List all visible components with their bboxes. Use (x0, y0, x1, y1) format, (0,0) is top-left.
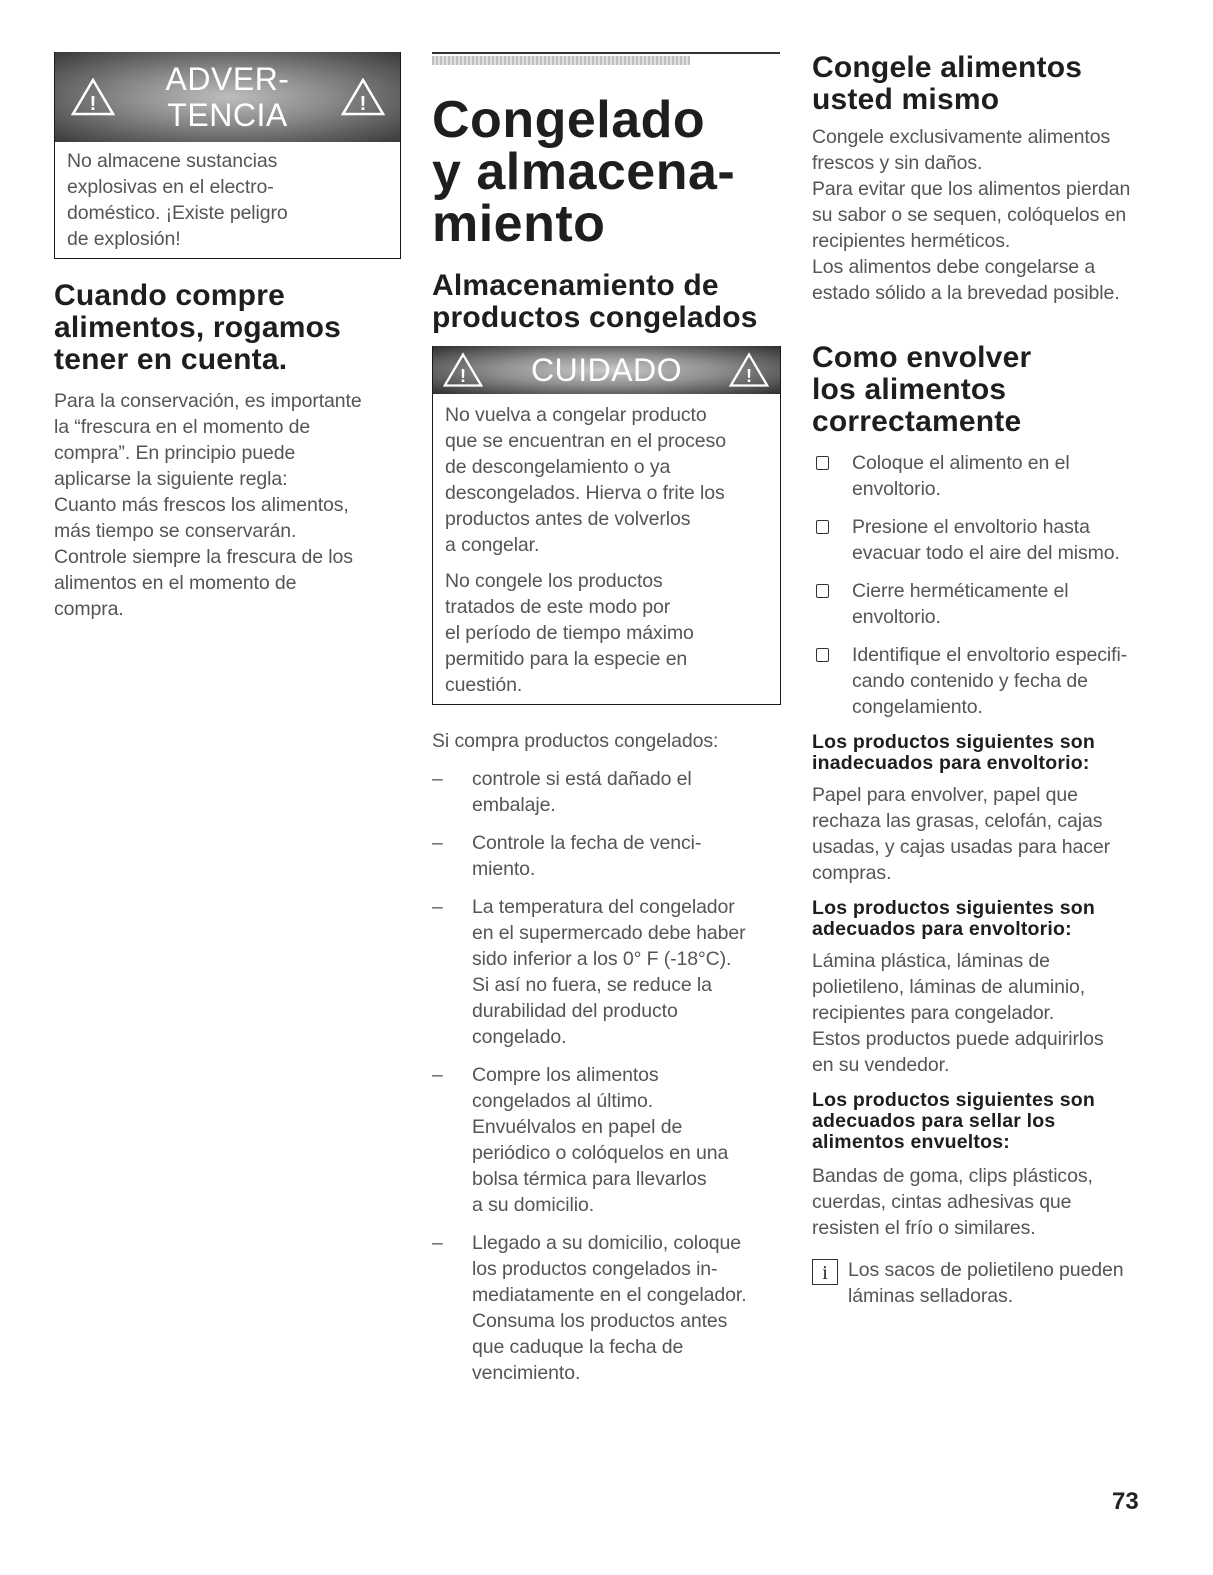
warning-line: explosivas en el electro- (67, 176, 274, 198)
chapter-rule (432, 52, 780, 54)
svg-text:!: ! (459, 365, 467, 386)
item-line: durabilidad del producto (472, 1000, 678, 1022)
heading-line: Congele alimentos (812, 51, 1083, 84)
warning-line: No almacene sustancias (67, 150, 278, 172)
caution-line: permitido para la especie en (445, 648, 688, 670)
text-line: Los alimentos debe congelarse a (812, 256, 1096, 278)
caution-title: CUIDADO (530, 352, 683, 388)
item-line: vencimiento. (472, 1362, 581, 1384)
item-line: miento. (472, 858, 536, 880)
item-line: Coloque el alimento en el (852, 452, 1070, 474)
text-line: Controle siempre la frescura de los (54, 546, 353, 568)
suitable-text (812, 948, 1164, 1078)
checkbox-icon (816, 648, 829, 662)
text-line: Cuanto más frescos los alimentos, (54, 494, 349, 516)
item-line: en el supermercado debe haber (472, 922, 746, 944)
freeze-yourself-heading (812, 52, 1164, 116)
unsuitable-text (812, 782, 1164, 886)
warning-text (55, 142, 400, 258)
frozen-purchase-intro: Si compra productos congelados: (432, 730, 719, 752)
caution-line: a congelar. (445, 534, 540, 556)
item-line: – Llegado a su domicilio, coloque (472, 1232, 741, 1254)
item-line: embalaje. (472, 794, 556, 816)
text-line: recipientes herméticos. (812, 230, 1011, 252)
item-line: periódico o colóquelos en una (472, 1142, 729, 1164)
info-icon: i (812, 1259, 838, 1285)
list-item (812, 578, 1164, 630)
wrapping-steps (812, 450, 1164, 720)
title-line: y almacena- (432, 143, 736, 201)
heading-line: alimentos, rogamos (54, 311, 342, 344)
item-line: que caduque la fecha de (472, 1336, 684, 1358)
item-line: – Controle la fecha de venci- (472, 832, 702, 854)
shopping-heading (54, 280, 400, 376)
list-item (812, 514, 1164, 566)
text-line: en su vendedor. (812, 1054, 950, 1076)
text-line: Para evitar que los alimentos pierdan (812, 178, 1131, 200)
page-title (432, 91, 780, 253)
sealing-text (812, 1163, 1164, 1241)
heading-line: Los productos siguientes son (812, 731, 1095, 753)
heading-line: Los productos siguientes son (812, 897, 1095, 919)
caution-line: cuestión. (445, 674, 523, 696)
text-line: la “frescura en el momento de (54, 416, 311, 438)
info-note (812, 1257, 1164, 1309)
text-line: cuerdas, cintas adhesivas que (812, 1191, 1072, 1213)
text-line: Bandas de goma, clips plásticos, (812, 1165, 1093, 1187)
sealing-heading (812, 1090, 1164, 1153)
heading-line: Como envolver (812, 341, 1032, 374)
frozen-purchase-section (432, 728, 780, 1398)
heading-line: adecuados para envoltorio: (812, 918, 1072, 940)
list-item (432, 1062, 780, 1218)
warning-header (55, 52, 400, 142)
text-line: usadas, y cajas usadas para hacer (812, 836, 1111, 858)
heading-line: Los productos siguientes son (812, 1089, 1095, 1111)
text-line: aplicarse la siguiente regla: (54, 468, 288, 490)
item-line: – controle si está dañado el (472, 768, 692, 790)
heading-line: adecuados para sellar los (812, 1110, 1056, 1132)
title-line: Congelado (432, 91, 706, 149)
svg-text:!: ! (89, 93, 97, 115)
text-line: rechaza las grasas, celofán, cajas (812, 810, 1103, 832)
list-item (812, 642, 1164, 720)
text-line: Los sacos de polietileno pueden (848, 1259, 1124, 1281)
list-item (432, 830, 780, 882)
text-line: compras. (812, 862, 892, 884)
warning-line: de explosión! (67, 228, 181, 250)
frozen-purchase-list (432, 766, 780, 1386)
item-line: cando contenido y fecha de (852, 670, 1088, 692)
storage-section (432, 270, 780, 334)
item-line: envoltorio. (852, 606, 941, 628)
item-line: bolsa térmica para llevarlos (472, 1168, 707, 1190)
shopping-section (54, 280, 400, 622)
heading-line: alimentos envueltos: (812, 1131, 1010, 1153)
item-line: Si así no fuera, se reduce la (472, 974, 712, 996)
text-line: compra”. En principio puede (54, 442, 296, 464)
heading-line: productos congelados (432, 301, 758, 334)
wrapping-heading (812, 342, 1164, 438)
checkbox-icon (816, 520, 829, 534)
item-line: Cierre herméticamente el (852, 580, 1069, 602)
unsuitable-heading (812, 732, 1164, 774)
caution-line: tratados de este modo por (445, 596, 671, 618)
item-line: congelamiento. (852, 696, 983, 718)
text-line: frescos y sin daños. (812, 152, 983, 174)
item-line: los productos congelados in- (472, 1258, 718, 1280)
caution-line: No congele los productos (445, 570, 663, 592)
warning-line: doméstico. ¡Existe peligro (67, 202, 288, 224)
text-line: Lámina plástica, láminas de (812, 950, 1050, 972)
text-line: compra. (54, 598, 124, 620)
item-line: evacuar todo el aire del mismo. (852, 542, 1120, 564)
heading-line: los alimentos (812, 373, 1007, 406)
page-number: 73 (1112, 1488, 1139, 1515)
list-item (432, 1230, 780, 1386)
caution-line: que se encuentran en el proceso (445, 430, 726, 452)
text-line: Estos productos puede adquirirlos (812, 1028, 1104, 1050)
caution-line: No vuelva a congelar producto (445, 404, 707, 426)
list-item (812, 450, 1164, 502)
item-line: – La temperatura del congelador (472, 896, 735, 918)
item-line: Identifique el envoltorio especifi- (852, 644, 1128, 666)
text-line: resisten el frío o similares. (812, 1217, 1036, 1239)
text-line: alimentos en el momento de (54, 572, 297, 594)
caution-box (432, 346, 781, 705)
storage-heading (432, 270, 780, 334)
svg-text:!: ! (359, 93, 367, 115)
caution-line: de descongelamiento o ya (445, 456, 671, 478)
heading-line: Almacenamiento de (432, 269, 719, 302)
caution-line: productos antes de volverlos (445, 508, 691, 530)
title-line: miento (432, 195, 606, 253)
warning-box (54, 52, 401, 259)
item-line: congelado. (472, 1026, 567, 1048)
text-line: su sabor o se sequen, colóquelos en (812, 204, 1127, 226)
list-item (432, 894, 780, 1050)
list-item (432, 766, 780, 818)
shopping-text (54, 388, 400, 622)
item-line: – Compre los alimentos (472, 1064, 659, 1086)
freeze-yourself-text (812, 124, 1164, 306)
text-line: láminas selladoras. (848, 1285, 1014, 1307)
svg-text:!: ! (745, 365, 753, 386)
warning-title-line: ADVER- (165, 61, 290, 97)
item-line: envoltorio. (852, 478, 941, 500)
item-line: mediatamente en el congelador. (472, 1284, 747, 1306)
checkbox-icon (816, 456, 829, 470)
text-line: más tiempo se conservarán. (54, 520, 297, 542)
text-line: polietileno, láminas de aluminio, (812, 976, 1086, 998)
heading-line: tener en cuenta. (54, 343, 288, 376)
item-line: sido inferior a los 0° F (-18°C). (472, 948, 732, 970)
item-line: a su domicilio. (472, 1194, 595, 1216)
heading-line: inadecuados para envoltorio: (812, 752, 1090, 774)
caution-header (433, 346, 780, 394)
text-line: Congele exclusivamente alimentos (812, 126, 1111, 148)
heading-line: Cuando compre (54, 279, 285, 312)
suitable-heading (812, 898, 1164, 940)
checkbox-icon (816, 584, 829, 598)
item-line: Consuma los productos antes (472, 1310, 728, 1332)
text-line: estado sólido a la brevedad posible. (812, 282, 1120, 304)
warning-title-line: TENCIA (167, 97, 288, 133)
text-line: Para la conservación, es importante (54, 390, 362, 412)
item-line: Envuélvalos en papel de (472, 1116, 683, 1138)
right-column (812, 52, 1164, 1309)
text-line: Papel para envolver, papel que (812, 784, 1078, 806)
text-line: recipientes para congelador. (812, 1002, 1055, 1024)
heading-line: usted mismo (812, 83, 1000, 116)
heading-line: correctamente (812, 405, 1022, 438)
warning-title (166, 61, 290, 133)
caution-text (433, 394, 780, 704)
caution-line: descongelados. Hierva o frite los (445, 482, 725, 504)
item-line: congelados al último. (472, 1090, 654, 1112)
item-line: Presione el envoltorio hasta (852, 516, 1090, 538)
caution-line: el período de tiempo máximo (445, 622, 694, 644)
